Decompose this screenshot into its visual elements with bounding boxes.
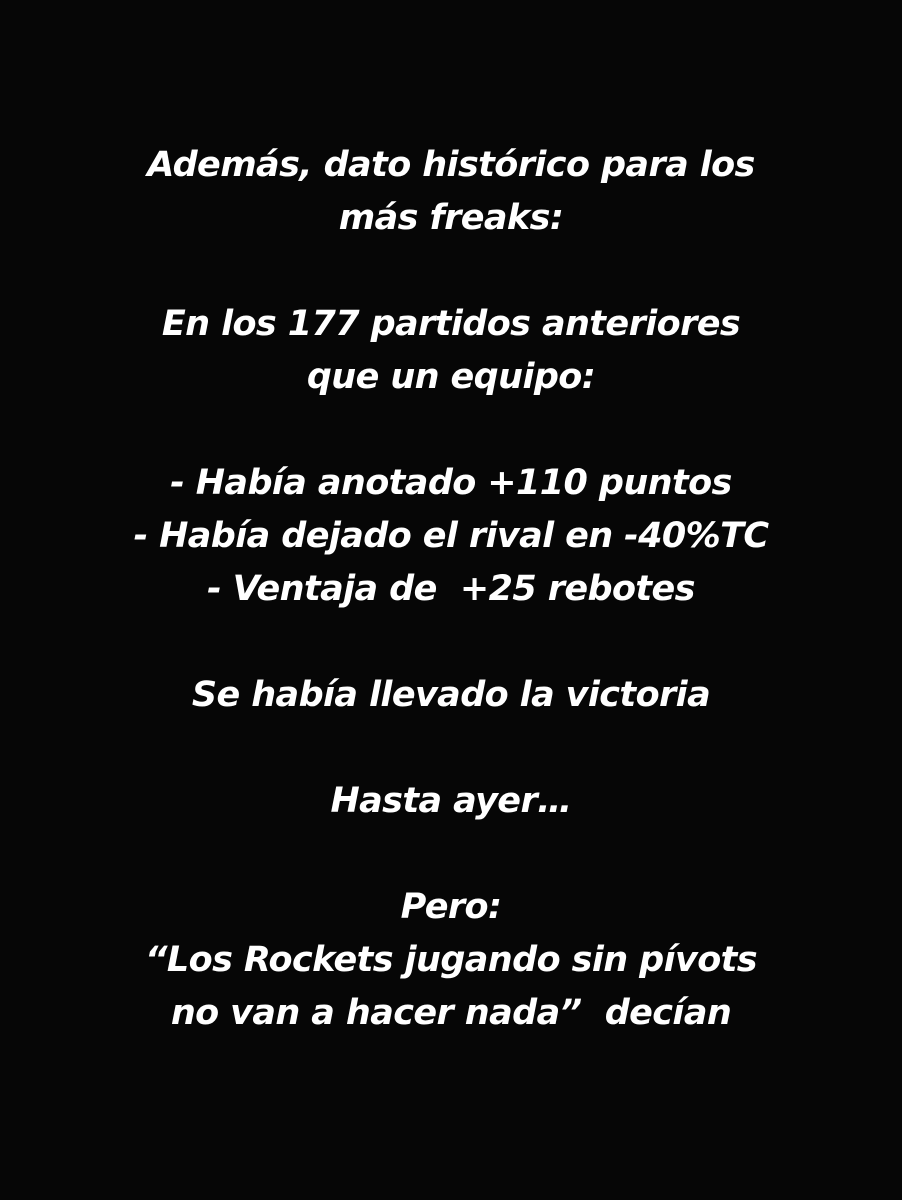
spacer	[0, 722, 902, 775]
spacer	[0, 828, 902, 881]
context-line-1: En los 177 partidos anteriores	[161, 304, 741, 344]
spacer	[0, 616, 902, 669]
outcome-line: Se había llevado la victoria	[191, 675, 711, 715]
intro-line-2: más freaks:	[338, 198, 564, 238]
quote-line-1: “Los Rockets jugando sin pívots	[144, 940, 757, 980]
condition-points: - Había anotado +110 puntos	[170, 463, 732, 503]
spacer	[0, 404, 902, 457]
condition-rebounds: - Ventaja de +25 rebotes	[207, 569, 695, 609]
until-line: Hasta ayer…	[330, 781, 572, 821]
intro-line-1: Además, dato histórico para los	[147, 145, 755, 185]
story-text-block	[0, 139, 902, 1040]
condition-field-goal: - Había dejado el rival en -40%TC	[133, 516, 769, 556]
context-line-2: que un equipo:	[306, 357, 596, 397]
closing-label: Pero:	[400, 887, 502, 927]
quote-line-2: no van a hacer nada” decían	[170, 993, 732, 1033]
spacer	[0, 245, 902, 298]
